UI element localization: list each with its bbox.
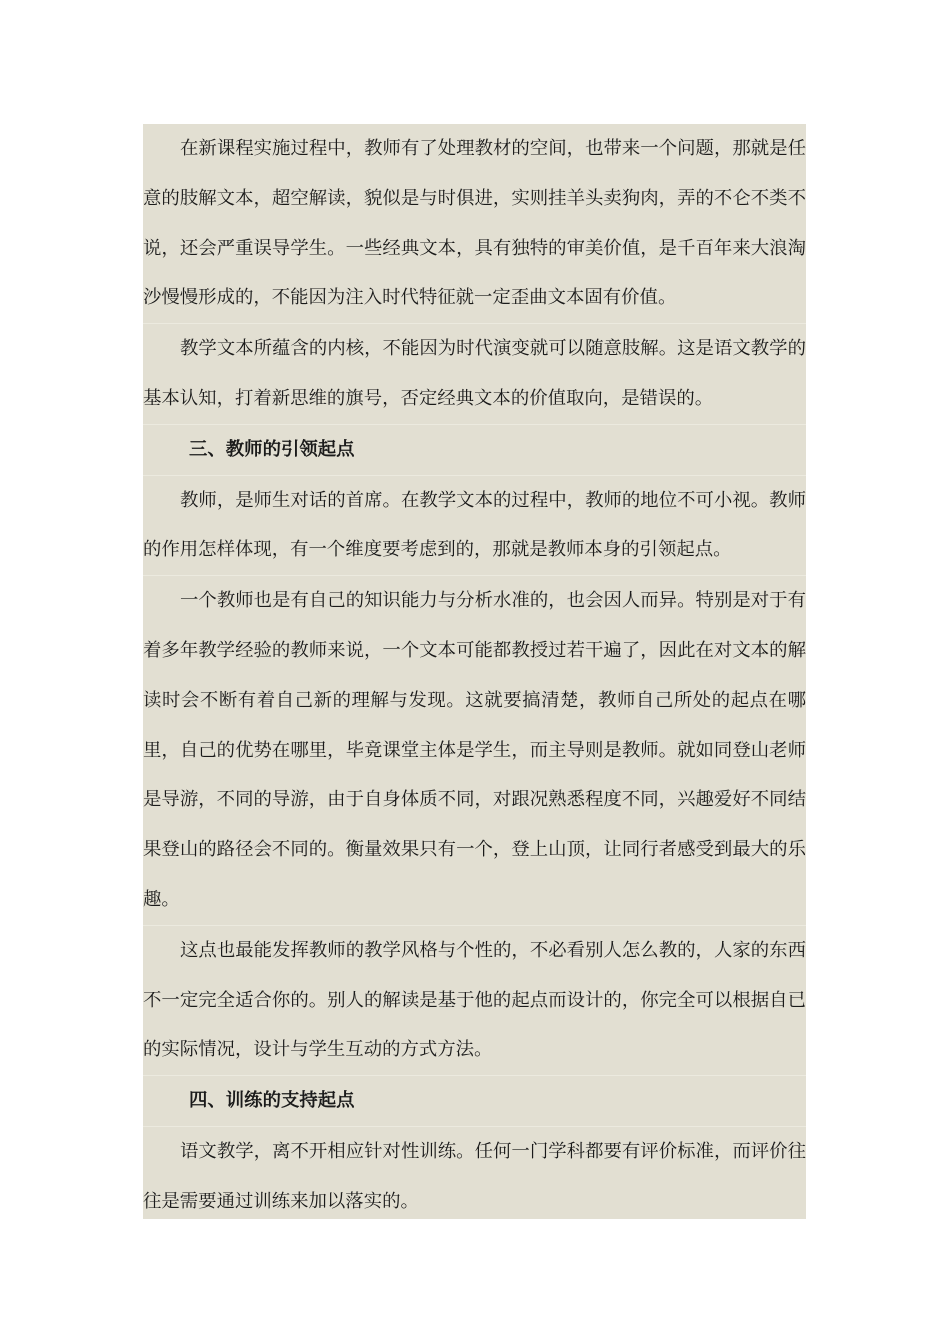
paragraph: 一个教师也是有自己的知识能力与分析水准的，也会因人而异。特别是对于有着多年教学经验的教师来说，一个文本可能都教授过若干遍了，因此在对文本的解读时会不断有着自己新的理解与发现。这就要搞清楚，教师自己所处的起点在哪里，自己的优势在哪里，毕竟课堂主体是学生，而主导则是教师。就如同登山老师是导游，不同的导游，由于自身体质不同，对跟况熟悉程度不同，兴趣爱好不同结果登山的路径会不同的。衡量效果只有一个，登上山顶，让同行者感受到最大的乐趣。 xyxy=(143,575,806,925)
section-heading: 四、训练的支持起点 xyxy=(143,1075,806,1126)
section-heading: 三、教师的引领起点 xyxy=(143,424,806,475)
paragraph: 语文教学，离不开相应针对性训练。任何一门学科都要有评价标准，而评价往往是需要通过训练来加以落实的。 xyxy=(143,1126,806,1227)
paragraph: 教师，是师生对话的首席。在教学文本的过程中，教师的地位不可小视。教师的作用怎样体现，有一个维度要考虑到的，那就是教师本身的引领起点。 xyxy=(143,475,806,576)
paragraph: 在新课程实施过程中，教师有了处理教材的空间，也带来一个问题，那就是任意的肢解文本，超空解读，貌似是与时俱进，实则挂羊头卖狗肉，弄的不仑不类不说，还会严重误导学生。一些经典文本，具有独特的审美价值，是千百年来大浪淘沙慢慢形成的，不能因为注入时代特征就一定歪曲文本固有价值。 xyxy=(143,138,806,309)
paragraph: 这点也最能发挥教师的教学风格与个性的，不必看别人怎么教的，人家的东西不一定完全适合你的。别人的解读是基于他的起点而设计的，你完全可以根据自已的实际情况，设计与学生互动的方式方法。 xyxy=(143,925,806,1075)
article-body xyxy=(143,124,806,1219)
paragraph: 教学文本所蕴含的内核，不能因为时代演变就可以随意肢解。这是语文教学的基本认知，打着新思维的旗号，否定经典文本的价值取向，是错误的。 xyxy=(143,323,806,424)
